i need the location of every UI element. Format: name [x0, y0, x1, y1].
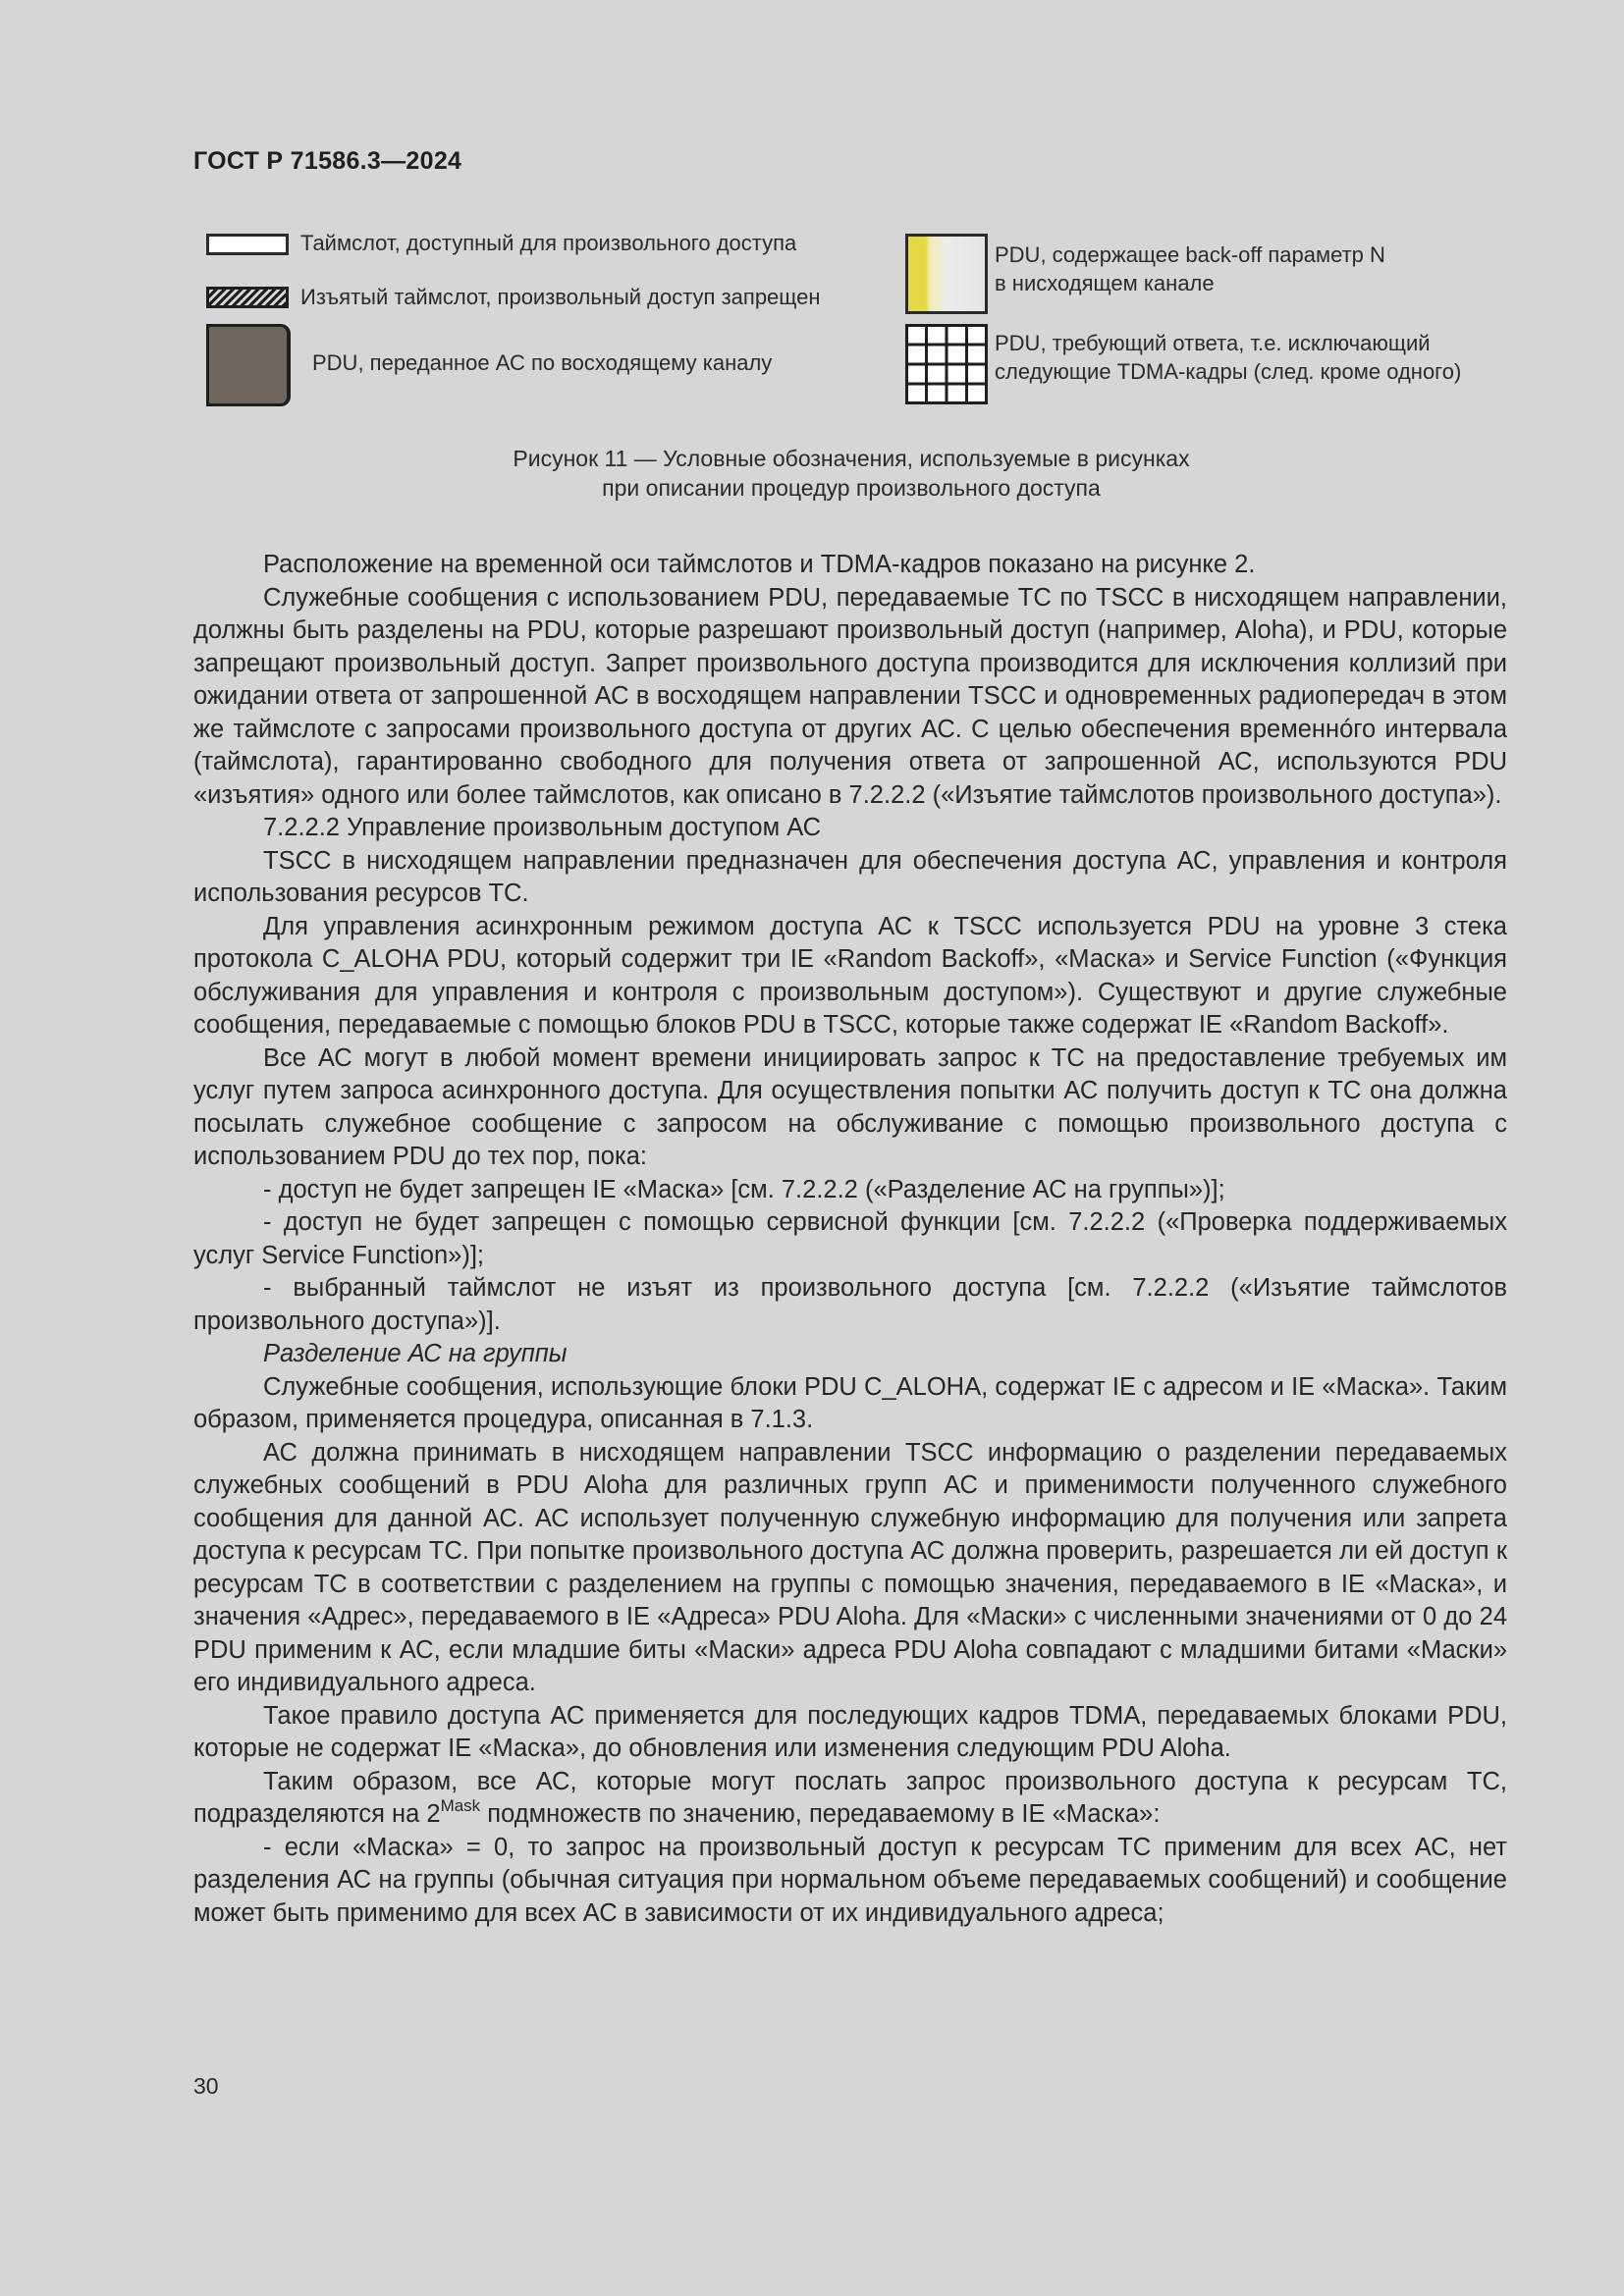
section-heading: 7.2.2.2 Управление произвольным доступом АС	[263, 814, 822, 841]
legend-backoff-line1: PDU, содержащее back-off параметр N	[995, 242, 1385, 267]
grid-icon	[905, 324, 988, 404]
caption-line-2: при описании процедур произвольного доступа	[602, 475, 1101, 501]
page-number: 30	[193, 2073, 219, 2099]
paragraph: Все АС могут в любой момент времени инициировать запрос к ТС на предоставление требуемых им услуг путем запроса асинхронного доступа. Для осуществления попытки АС получить доступ к ТС она должна посылать служебное сообщение с запросом на обслуживание с помощью произвольного доступа с использованием PDU до тех пор, пока:	[193, 1043, 1507, 1170]
free-timeslot-symbol	[206, 234, 289, 255]
withdrawn-timeslot-symbol	[206, 287, 289, 308]
legend-backoff-line2: в нисходящем канале	[995, 271, 1215, 295]
response-pdu-grid-symbol	[905, 324, 988, 404]
text-run: Таким образом, все АС, которые могут послать запрос произвольного доступа к ресурсам ТС, подразделяются на 2	[193, 1767, 1507, 1828]
list-item: - если «Маска» = 0, то запрос на произвольный доступ к ресурсам ТС применим для всех АС, нет разделения АС на группы (обычная ситуация при нормальном объеме передаваемых сообщений) и сообщение может быть применимо для всех АС в зависимости от их индивидуального адреса;	[193, 1833, 1507, 1927]
paragraph	[193, 1766, 1507, 1832]
subsection-heading: Разделение АС на группы	[263, 1340, 568, 1367]
paragraph: АС должна принимать в нисходящем направлении TSCC информацию о разделении передаваемых служебных сообщений в PDU Aloha для различных групп АС и применимости полученного служебного сообщения для данной АС. АС использует полученную служебную информацию для получения или запрета доступа к ресурсам ТС. При попытке произвольного доступа АС должна проверить, разрешается ли ей доступ к ресурсам ТС в соответствии с разделением на группы с помощью значения, передаваемого в IE «Маска», и значения «Адрес», передаваемого в IE «Адреса» PDU Aloha. Для «Маски» с численными значениями от 0 до 24 PDU применим к АС, если младшие биты «Маски» адреса PDU Aloha совпадают с младшими битами «Маски» его индивидуального адреса.	[193, 1438, 1507, 1696]
backoff-pdu-symbol	[905, 234, 988, 314]
paragraph: TSCC в нисходящем направлении предназначен для обеспечения доступа АС, управления и контроля использования ресурсов ТС.	[193, 846, 1507, 907]
legend-response-line2: следующие TDMA-кадры (след. кроме одного)	[995, 359, 1462, 384]
list-item: - выбранный таймслот не изъят из произвольного доступа [см. 7.2.2.2 («Изъятие таймслотов произвольного доступа»)].	[193, 1274, 1507, 1335]
figure-caption	[193, 444, 1509, 503]
body-text	[193, 549, 1507, 1930]
legend-free-timeslot: Таймслот, доступный для произвольного доступа	[300, 231, 797, 255]
paragraph: Для управления асинхронным режимом доступа АС к TSCC используется PDU на уровне 3 стека протокола C_ALOHA PDU, который содержит три IE «Random Backoff», «Маска» и Service Function («Функция обслуживания для управления и контроля с произвольным доступом»). Существуют и другие служебные сообщения, передаваемые с помощью блоков PDU в TSCC, которые также содержат IE «Random Backoff».	[193, 912, 1507, 1039]
superscript: Mask	[440, 1795, 481, 1815]
uplink-pdu-symbol	[206, 324, 291, 406]
paragraph: Расположение на временной оси таймслотов и TDMA-кадров показано на рисунке 2.	[263, 551, 1256, 578]
legend-uplink-pdu: PDU, переданное АС по восходящему каналу	[312, 350, 773, 375]
text-run: подмножеств по значению, передаваемому в IE «Маска»:	[480, 1800, 1161, 1828]
paragraph: Служебные сообщения с использованием PDU, передаваемые ТС по TSCC в нисходящем направлении, должны быть разделены на PDU, которые разрешают произвольный доступ (например, Aloha), и PDU, которые запрещают произвольный доступ. Запрет произвольного доступа производится для исключения коллизий при ожидании ответа от запрошенной АС в восходящем направлении TSCC и одновременных радиопередач в этом же таймслоте с запросами произвольного доступа от других АС. С целью обеспечения временнóго интервала (таймслота), гарантированно свободного для получения ответа от запрошенной АС, используются PDU «изъятия» одного или более таймслотов, как описано в 7.2.2.2 («Изъятие таймслотов произвольного доступа»).	[193, 583, 1507, 809]
document-header: ГОСТ Р 71586.3—2024	[193, 147, 462, 175]
legend-response-line1: PDU, требующий ответа, т.е. исключающий	[995, 331, 1431, 355]
paragraph: Такое правило доступа АС применяется для последующих кадров TDMA, передаваемых блоками PDU, которые не содержат IE «Маска», до обновления или изменения следующим PDU Aloha.	[193, 1701, 1507, 1762]
caption-line-1: Рисунок 11 — Условные обозначения, используемые в рисунках	[513, 446, 1190, 471]
legend-withdrawn-timeslot: Изъятый таймслот, произвольный доступ запрещен	[300, 285, 821, 309]
paragraph: Служебные сообщения, использующие блоки PDU C_ALOHA, содержат IE с адресом и IE «Маска». Таким образом, применяется процедура, описанная в 7.1.3.	[193, 1372, 1507, 1433]
list-item: - доступ не будет запрещен IE «Маска» [см. 7.2.2.2 («Разделение АС на группы»)];	[263, 1175, 1225, 1203]
list-item: - доступ не будет запрещен с помощью сервисной функции [см. 7.2.2.2 («Проверка поддерживаемых услуг Service Function»)];	[193, 1208, 1507, 1269]
